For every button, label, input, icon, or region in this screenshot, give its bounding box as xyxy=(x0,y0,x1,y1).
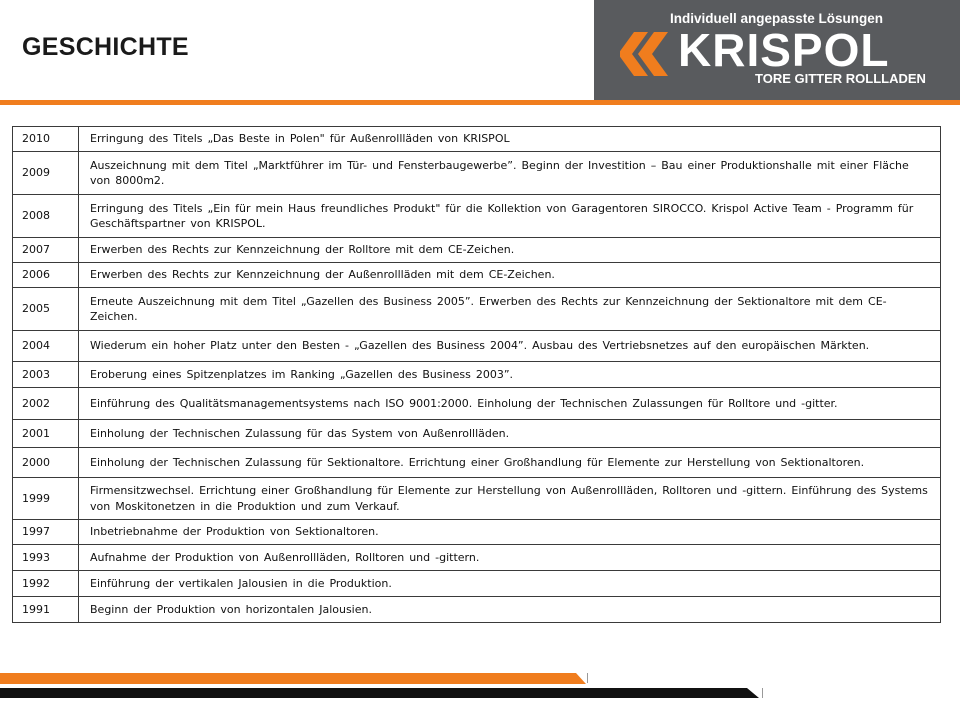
table-row xyxy=(13,448,941,478)
table-row xyxy=(13,331,941,362)
table-row xyxy=(13,597,941,623)
chevron-logo-icon xyxy=(620,32,676,76)
footer-tick xyxy=(587,673,588,683)
year-cell: 1997 xyxy=(13,520,79,545)
table-row xyxy=(13,478,941,520)
event-cell: Beginn der Produktion von horizontalen Jalousien. xyxy=(79,597,941,623)
logo-name: KRISPOL xyxy=(678,24,890,76)
year-cell: 2002 xyxy=(13,388,79,420)
year-cell: 2007 xyxy=(13,238,79,263)
event-cell: Wiederum ein hoher Platz unter den Besten - „Gazellen des Business 2004”. Ausbau des Vertriebsnetzes auf den europäischen Märkten. xyxy=(79,331,941,362)
year-cell: 2009 xyxy=(13,152,79,195)
header-divider xyxy=(0,100,960,105)
year-cell: 1991 xyxy=(13,597,79,623)
event-cell: Erringung des Titels „Ein für mein Haus freundliches Produkt" für die Kollektion von Garagentoren SIROCCO. Krispol Active Team - Programm für Geschäftspartner von KRISPOL. xyxy=(79,195,941,238)
event-cell: Einführung des Qualitätsmanagementsystems nach ISO 9001:2000. Einholung der Technischen Zulassungen für Rolltore und -gitter. xyxy=(79,388,941,420)
footer-orange-bar xyxy=(0,673,586,684)
table-row xyxy=(13,238,941,263)
event-cell: Einholung der Technischen Zulassung für Sektionaltore. Errichtung einer Großhandlung für Elemente zur Herstellung von Sektionaltoren. xyxy=(79,448,941,478)
logo-tagline: Individuell angepasste Lösungen xyxy=(670,11,884,26)
year-cell: 2003 xyxy=(13,362,79,388)
krispol-logo xyxy=(594,0,960,100)
year-cell: 1999 xyxy=(13,478,79,520)
history-table-body xyxy=(13,127,941,623)
table-row xyxy=(13,195,941,238)
event-cell: Firmensitzwechsel. Errichtung einer Großhandlung für Elemente zur Herstellung von Außenrollläden, Rolltoren und -gittern. Einführung des Systems von Moskitonetzen in die Produktion und zum Verkauf. xyxy=(79,478,941,520)
event-cell: Einholung der Technischen Zulassung für das System von Außenrollläden. xyxy=(79,420,941,448)
table-row xyxy=(13,263,941,288)
event-cell: Erwerben des Rechts zur Kennzeichnung der Rolltore mit dem CE-Zeichen. xyxy=(79,238,941,263)
footer-tick xyxy=(762,688,763,698)
event-cell: Erwerben des Rechts zur Kennzeichnung der Außenrollläden mit dem CE-Zeichen. xyxy=(79,263,941,288)
footer-black-bar xyxy=(0,688,759,698)
event-cell: Erneute Auszeichnung mit dem Titel „Gazellen des Business 2005”. Erwerben des Rechts zur Kennzeichnung der Sektionaltore mit dem CE-Zeichen. xyxy=(79,288,941,331)
year-cell: 2010 xyxy=(13,127,79,152)
table-row xyxy=(13,288,941,331)
table-row xyxy=(13,152,941,195)
year-cell: 1992 xyxy=(13,571,79,597)
table-row xyxy=(13,362,941,388)
year-cell: 2008 xyxy=(13,195,79,238)
event-cell: Eroberung eines Spitzenplatzes im Ranking „Gazellen des Business 2003”. xyxy=(79,362,941,388)
table-row xyxy=(13,388,941,420)
year-cell: 1993 xyxy=(13,545,79,571)
year-cell: 2005 xyxy=(13,288,79,331)
event-cell: Auszeichnung mit dem Titel „Marktführer im Tür- und Fensterbaugewerbe”. Beginn der Investition – Bau einer Produktionshalle mit einer Fläche von 8000m2. xyxy=(79,152,941,195)
history-table xyxy=(12,126,941,623)
year-cell: 2000 xyxy=(13,448,79,478)
table-row xyxy=(13,127,941,152)
event-cell: Inbetriebnahme der Produktion von Sektionaltoren. xyxy=(79,520,941,545)
year-cell: 2006 xyxy=(13,263,79,288)
table-row xyxy=(13,571,941,597)
year-cell: 2001 xyxy=(13,420,79,448)
event-cell: Aufnahme der Produktion von Außenrollläden, Rolltoren und -gittern. xyxy=(79,545,941,571)
event-cell: Einführung der vertikalen Jalousien in die Produktion. xyxy=(79,571,941,597)
page-title: GESCHICHTE xyxy=(22,33,189,61)
logo-subtitle: TORE GITTER ROLLLADEN xyxy=(755,71,926,86)
table-row xyxy=(13,520,941,545)
year-cell: 2004 xyxy=(13,331,79,362)
table-row xyxy=(13,420,941,448)
event-cell: Erringung des Titels „Das Beste in Polen" für Außenrollläden von KRISPOL xyxy=(79,127,941,152)
table-row xyxy=(13,545,941,571)
